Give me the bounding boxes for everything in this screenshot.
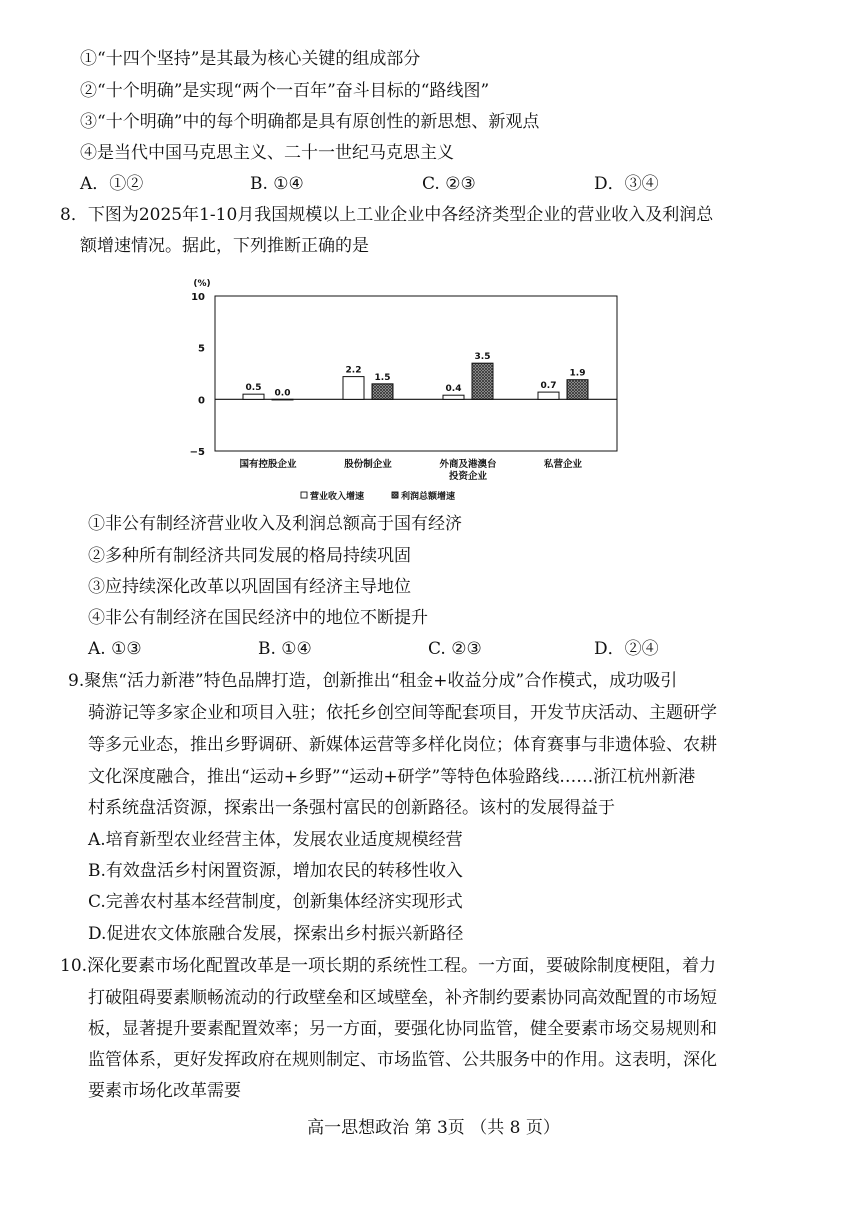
- q8-statement-4: ④非公有制经济在国民经济中的地位不断提升: [88, 608, 428, 628]
- q8-stem-line-1: 8．下图为2025年1-10月我国规模以上工业企业中各经济类型企业的营业收入及利润总: [60, 205, 714, 225]
- q8-stem-line-2: 额增速情况。据此，下列推断正确的是: [80, 236, 369, 256]
- q8-statement-1: ①非公有制经济营业收入及利润总额高于国有经济: [88, 514, 462, 534]
- q7-statement-3: ③“十个明确”中的每个明确都是具有原创性的新思想、新观点: [80, 112, 540, 132]
- x-category-label-3: 私营企业: [543, 459, 583, 470]
- q9-stem-line-3: 等多元业态，推出乡野调研、新媒体运营等多样化岗位；体育赛事与非遗体验、农耕: [88, 735, 717, 755]
- legend-swatch-revenue: [301, 492, 307, 498]
- plot-frame: [215, 296, 617, 451]
- q7-option-c[interactable]: C. ②③: [422, 174, 476, 194]
- q7-option-b[interactable]: B. ①④: [250, 174, 304, 194]
- q10-stem-line-1: 10.深化要素市场化配置改革是一项长期的系统性工程。一方面，要破除制度梗阻，着力: [60, 956, 717, 976]
- data-label-profit-3: 1.9: [569, 368, 586, 379]
- q10-stem-line-3: 板，显著提升要素配置效率；另一方面，要强化协同监管，健全要素市场交易规则和: [88, 1019, 717, 1039]
- q8-statement-3: ③应持续深化改革以巩固国有经济主导地位: [88, 577, 411, 597]
- q9-stem-line-2: 骑游记等多家企业和项目入驻；依托乡创空间等配套项目，开发节庆活动、主题研学: [88, 703, 717, 723]
- q8-statement-2: ②多种所有制经济共同发展的格局持续巩固: [88, 546, 411, 566]
- bar-revenue-1: [343, 377, 364, 400]
- y-tick-label-0: 10: [191, 292, 205, 303]
- q9-stem-line-4: 文化深度融合，推出“运动+乡野”“运动+研学”等特色体验路线……浙江杭州新港: [88, 767, 696, 787]
- q9-stem-line-1: 9.聚焦“活力新港”特色品牌打造，创新推出“租金+收益分成”合作模式，成功吸引: [68, 671, 678, 691]
- legend-swatch-profit: [392, 492, 398, 498]
- q8-option-b[interactable]: B. ①④: [258, 639, 312, 659]
- data-label-profit-0: 0.0: [274, 388, 291, 399]
- q7-option-d[interactable]: D．③④: [594, 174, 659, 194]
- q8-option-a[interactable]: A. ①③: [88, 639, 142, 659]
- q7-statement-4: ④是当代中国马克思主义、二十一世纪马克思主义: [80, 143, 454, 163]
- legend-label-revenue: 营业收入增速: [310, 492, 365, 502]
- bar-revenue-2: [443, 395, 464, 399]
- bar-profit-0: [272, 399, 293, 400]
- data-label-revenue-0: 0.5: [245, 383, 262, 394]
- q9-choice-a[interactable]: A.培育新型农业经营主体，发展农业适度规模经营: [88, 830, 463, 850]
- y-tick-label-1: 5: [198, 343, 205, 355]
- q9-choice-d[interactable]: D.促进农文体旅融合发展，探索出乡村振兴新路径: [88, 924, 464, 944]
- q10-stem-line-2: 打破阻碍要素顺畅流动的行政壁垒和区域壁垒，补齐制约要素协同高效配置的市场短: [88, 988, 717, 1008]
- q10-stem-line-4: 监管体系，更好发挥政府在规则制定、市场监管、公共服务中的作用。这表明，深化: [88, 1050, 717, 1070]
- q8-bar-chart: [180, 270, 630, 510]
- y-tick-label-2: 0: [198, 395, 205, 407]
- data-label-revenue-1: 2.2: [345, 365, 362, 376]
- bar-revenue-0: [243, 394, 264, 399]
- data-label-revenue-3: 0.7: [540, 381, 557, 392]
- data-label-profit-2: 3.5: [474, 352, 491, 363]
- q9-choice-c[interactable]: C.完善农村基本经营制度，创新集体经济实现形式: [88, 892, 463, 912]
- x-category-label-1: 股份制企业: [344, 459, 392, 470]
- bar-revenue-3: [538, 392, 559, 399]
- bar-profit-1: [372, 384, 393, 400]
- data-label-profit-1: 1.5: [374, 372, 391, 383]
- q7-statement-2: ②“十个明确”是实现“两个一百年”奋斗目标的“路线图”: [80, 81, 490, 101]
- q9-choice-b[interactable]: B.有效盘活乡村闲置资源，增加农民的转移性收入: [88, 861, 463, 881]
- q7-statement-1: ①“十四个坚持”是其最为核心关键的组成部分: [80, 49, 421, 69]
- page-footer: 高一思想政治 第 3页 （共 8 页）: [307, 1118, 560, 1138]
- x-category-label-2: 外商及港澳台: [439, 459, 497, 470]
- q7-option-a[interactable]: A．①②: [80, 174, 144, 194]
- y-unit-label: (%): [193, 279, 211, 289]
- q10-stem-line-5: 要素市场化改革需要: [88, 1081, 241, 1101]
- bar-profit-2: [472, 363, 493, 399]
- q8-option-d[interactable]: D．②④: [594, 639, 659, 659]
- x-category-label-2-line2: 投资企业: [448, 471, 488, 482]
- legend-label-profit: 利润总额增速: [401, 492, 456, 502]
- bar-profit-3: [567, 380, 588, 400]
- y-tick-label-3: −5: [189, 447, 205, 458]
- q8-option-c[interactable]: C. ②③: [428, 639, 482, 659]
- x-category-label-0: 国有控股企业: [239, 459, 297, 470]
- q9-stem-line-5: 村系统盘活资源，探索出一条强村富民的创新路径。该村的发展得益于: [88, 798, 615, 818]
- data-label-revenue-2: 0.4: [445, 384, 462, 395]
